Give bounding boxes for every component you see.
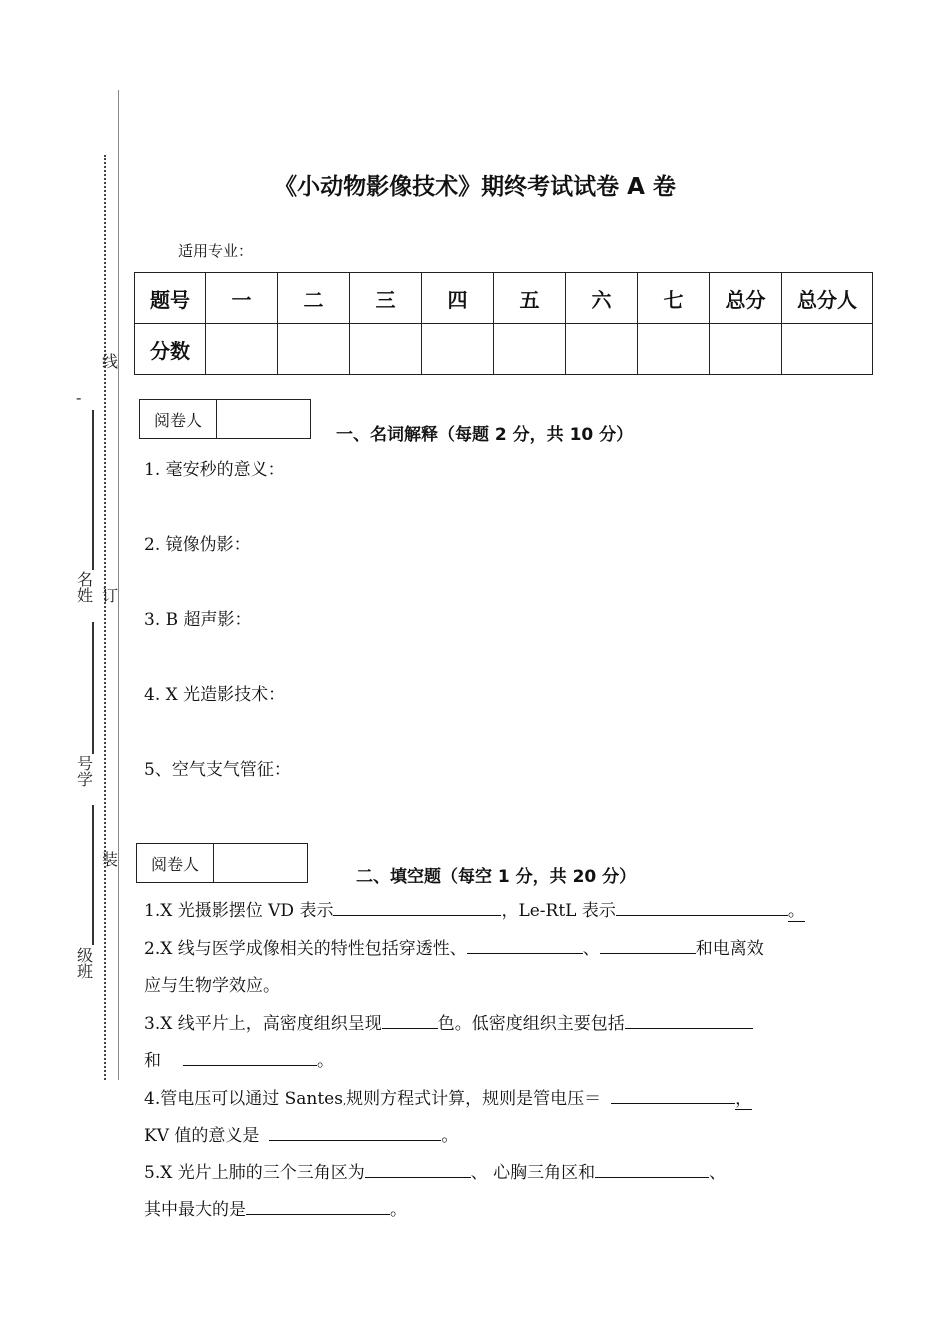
header-cell: 一 bbox=[206, 273, 278, 324]
class-label-1: 级 bbox=[77, 946, 94, 965]
fill-question-4: 4.管电压可以通过 Santes,规则方程式计算，规则是管电压＝ ， bbox=[144, 1084, 752, 1109]
grader-signature-field[interactable] bbox=[217, 400, 310, 438]
question-item: 5、空气支气管征： bbox=[144, 760, 291, 780]
q2-text-b: 、 bbox=[582, 939, 600, 959]
header-cell: 总分人 bbox=[782, 273, 873, 324]
q4-text-b: 规则方程式计算，规则是管电压＝ bbox=[346, 1089, 602, 1109]
score-cell[interactable] bbox=[494, 324, 566, 375]
header-cell: 七 bbox=[638, 273, 710, 324]
grader-label: 阅卷人 bbox=[137, 844, 214, 882]
score-cell[interactable] bbox=[206, 324, 278, 375]
score-cell[interactable] bbox=[710, 324, 782, 375]
q2-blank-2[interactable] bbox=[600, 935, 696, 954]
score-cell[interactable] bbox=[638, 324, 710, 375]
q5-text-c: 、 bbox=[709, 1163, 727, 1183]
section2-title: 二、填空题（每空 1 分，共 20 分） bbox=[356, 867, 637, 887]
score-table-score-row bbox=[135, 324, 873, 375]
score-cell[interactable] bbox=[782, 324, 873, 375]
question-item: 3. B 超声影： bbox=[144, 610, 252, 630]
header-cell: 总分 bbox=[710, 273, 782, 324]
binding-label-install: 装 bbox=[102, 850, 119, 869]
fill-question-1 bbox=[144, 896, 805, 921]
q5-text-e: 。 bbox=[390, 1200, 407, 1220]
q1-text-a: 1.X 光摄影摆位 VD 表示 bbox=[144, 901, 334, 921]
fill-question-3-cont bbox=[144, 1046, 334, 1071]
q3-text-a: 3.X 线平片上，高密度组织呈现 bbox=[144, 1014, 382, 1034]
q4-text-d: KV 值的意义是 bbox=[144, 1126, 260, 1146]
q1-blank-2[interactable] bbox=[616, 897, 788, 916]
q2-text-d: 应与生物学效应。 bbox=[144, 976, 280, 996]
q3-text-b: 色。低密度组织主要包括 bbox=[437, 1014, 625, 1034]
question-item: 4. X 光造影技术： bbox=[144, 685, 286, 705]
q5-text-d: 其中最大的是 bbox=[144, 1200, 246, 1220]
q4-text-e: 。 bbox=[441, 1126, 459, 1146]
name-label-1: 名 bbox=[77, 570, 94, 589]
fill-question-2 bbox=[144, 934, 764, 959]
name-field-line-top bbox=[92, 410, 94, 570]
class-field-line bbox=[92, 805, 94, 945]
score-table bbox=[134, 272, 873, 375]
binding-margin-line bbox=[118, 90, 119, 1080]
q3-blank-2[interactable] bbox=[625, 1010, 753, 1029]
grader-signature-field[interactable] bbox=[214, 844, 307, 882]
q3-blank-3[interactable] bbox=[183, 1047, 317, 1066]
score-cell[interactable] bbox=[422, 324, 494, 375]
id-label-2: 学 bbox=[77, 770, 94, 789]
q2-text-c: 和电离效 bbox=[695, 939, 764, 959]
header-cell: 题号 bbox=[135, 273, 206, 324]
class-label-2: 班 bbox=[77, 962, 94, 981]
fill-question-4-cont bbox=[144, 1121, 458, 1146]
score-cell[interactable] bbox=[350, 324, 422, 375]
id-label-1: 号 bbox=[77, 754, 94, 773]
dotted-cut-line bbox=[104, 155, 106, 1080]
header-cell: 三 bbox=[350, 273, 422, 324]
q5-text-a: 5.X 光片上肺的三个三角区为 bbox=[144, 1163, 365, 1183]
header-cell: 六 bbox=[566, 273, 638, 324]
header-cell: 四 bbox=[422, 273, 494, 324]
header-cell: 二 bbox=[278, 273, 350, 324]
q4-text-c: ， bbox=[735, 1089, 753, 1109]
score-cell[interactable] bbox=[278, 324, 350, 375]
score-table-header-row bbox=[135, 273, 873, 324]
q5-blank-3[interactable] bbox=[246, 1196, 390, 1215]
q1-text-c: 。 bbox=[787, 901, 805, 921]
q2-blank-1[interactable] bbox=[467, 935, 583, 954]
q2-text-a: 2.X 线与医学成像相关的特性包括穿透性、 bbox=[144, 939, 467, 959]
q1-blank-1[interactable] bbox=[333, 897, 501, 916]
fill-question-2-cont bbox=[144, 971, 280, 996]
id-field-line bbox=[92, 622, 94, 754]
q5-text-b: 、 心胸三角区和 bbox=[470, 1163, 596, 1183]
q4-blank-1[interactable] bbox=[611, 1085, 735, 1104]
section1-title: 一、名词解释（每题 2 分，共 10 分） bbox=[336, 425, 634, 445]
exam-title: 《小动物影像技术》期终考试试卷 A 卷 bbox=[274, 174, 676, 200]
q4-text-a: 4.管电压可以通过 Santes bbox=[144, 1089, 343, 1109]
fill-question-3 bbox=[144, 1009, 753, 1034]
name-label-2: 姓 bbox=[77, 586, 94, 605]
binding-dash: - bbox=[76, 388, 82, 407]
question-item: 2. 镜像伪影： bbox=[144, 535, 251, 555]
q5-blank-2[interactable] bbox=[595, 1159, 709, 1178]
header-cell: 五 bbox=[494, 273, 566, 324]
major-label: 适用专业： bbox=[178, 242, 254, 260]
q3-blank-1[interactable] bbox=[382, 1010, 438, 1029]
score-row-label: 分数 bbox=[135, 324, 206, 375]
q5-blank-1[interactable] bbox=[365, 1159, 471, 1178]
question-item: 1. 毫安秒的意义： bbox=[144, 460, 285, 480]
q3-text-c: 和 bbox=[144, 1051, 161, 1071]
fill-question-5-cont bbox=[144, 1195, 407, 1220]
fill-question-5 bbox=[144, 1158, 726, 1183]
q4-blank-2[interactable] bbox=[269, 1122, 441, 1141]
q3-text-d: 。 bbox=[317, 1051, 334, 1071]
binding-label-line: 线 bbox=[102, 352, 119, 371]
grader-box-section1 bbox=[139, 399, 311, 439]
score-cell[interactable] bbox=[566, 324, 638, 375]
grader-label: 阅卷人 bbox=[140, 400, 217, 438]
binding-label-bind: 订 bbox=[102, 586, 119, 605]
grader-box-section2 bbox=[136, 843, 308, 883]
q1-text-b: ，Le-RtL 表示 bbox=[501, 901, 616, 921]
